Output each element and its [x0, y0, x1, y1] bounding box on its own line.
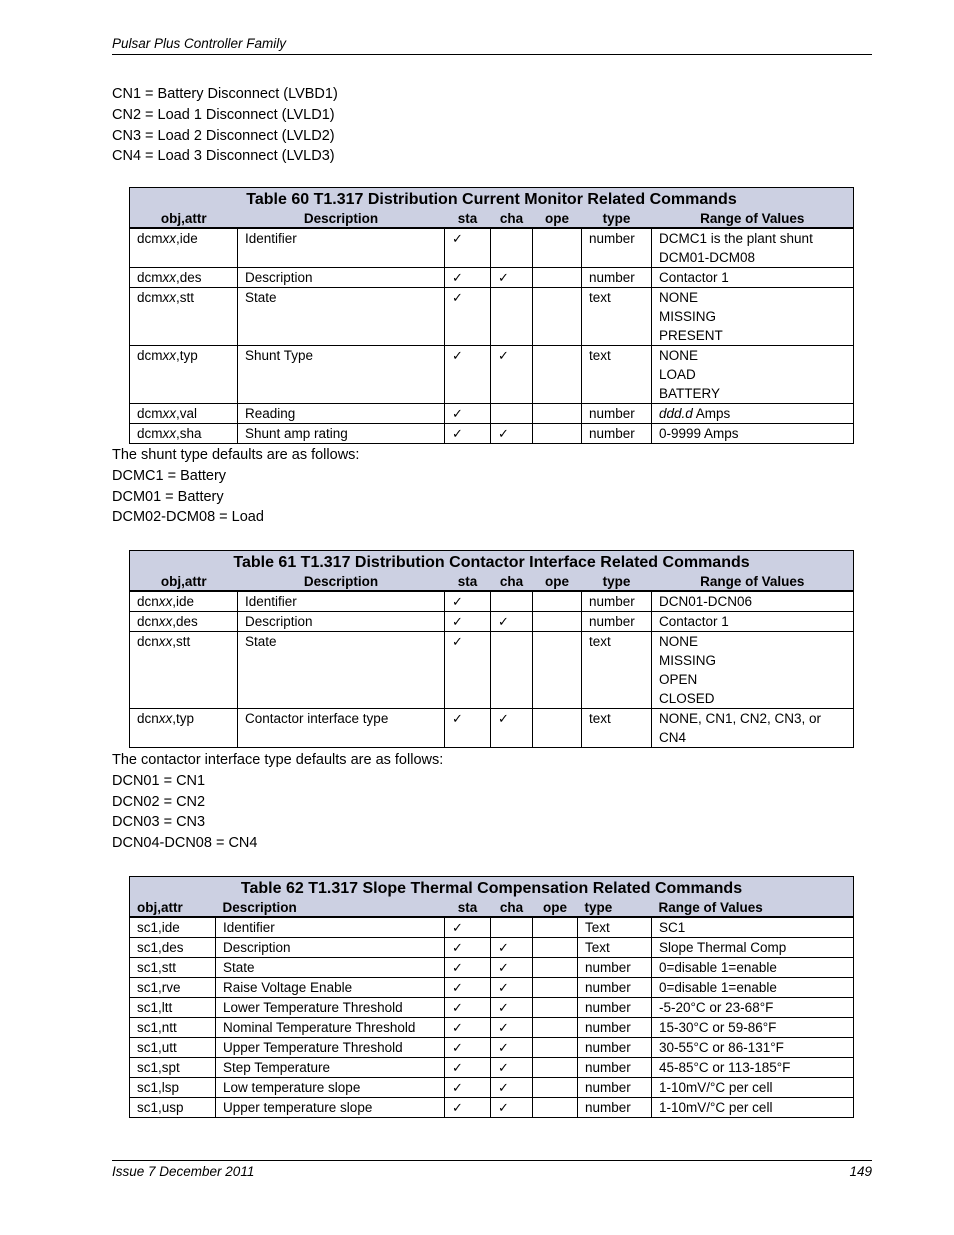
sta-cell: [445, 268, 491, 288]
range-cell: -5-20°C or 23-68°F: [652, 998, 854, 1018]
ope-cell: [533, 958, 578, 978]
sta-cell: [445, 958, 491, 978]
table-61: [129, 550, 854, 748]
check-icon: ✓: [452, 614, 463, 629]
check-icon: ✓: [498, 1080, 509, 1095]
range-line: OPEN: [659, 672, 698, 687]
col-header: Description: [238, 573, 445, 591]
footer-issue: Issue 7 December 2011: [112, 1164, 255, 1179]
range-line: NONE: [659, 290, 699, 305]
sta-cell: [445, 288, 491, 346]
contactor-line: The contactor interface type defaults are as follows:: [112, 752, 444, 768]
type-cell: text: [582, 632, 652, 709]
description-cell: Description: [238, 268, 445, 288]
check-icon: ✓: [498, 270, 509, 285]
table-row: [130, 268, 854, 288]
cha-cell: [491, 938, 533, 958]
cha-cell: [491, 917, 533, 938]
check-icon: ✓: [452, 960, 463, 975]
shunt-line: The shunt type defaults are as follows:: [112, 447, 360, 463]
type-cell: number: [578, 998, 652, 1018]
range-line: PRESENT: [659, 328, 723, 343]
check-icon: ✓: [452, 980, 463, 995]
obj-prefix: dcn: [137, 711, 159, 726]
obj-prefix: dcn: [137, 594, 159, 609]
obj-variable: xx: [158, 634, 173, 649]
cn-line: CN2 = Load 1 Disconnect (LVLD1): [112, 106, 335, 123]
description-cell: Raise Voltage Enable: [216, 978, 445, 998]
obj-suffix: ,des: [172, 614, 198, 629]
cha-cell: [491, 424, 533, 444]
check-icon: ✓: [452, 711, 463, 726]
type-cell: number: [582, 591, 652, 612]
cha-cell: [491, 978, 533, 998]
col-header: Description: [216, 899, 445, 917]
sta-cell: [445, 404, 491, 424]
contactor-line: DCN02 = CN2: [112, 793, 206, 810]
obj-prefix: dcm: [137, 270, 163, 285]
cha-cell: [491, 591, 533, 612]
sta-cell: [445, 424, 491, 444]
obj-suffix: ,ide: [172, 594, 195, 609]
sta-cell: [445, 1038, 491, 1058]
ope-cell: [533, 1018, 578, 1038]
range-cell: [652, 632, 854, 709]
description-cell: Reading: [238, 404, 445, 424]
range-cell: 1-10mV/°C per cell: [652, 1098, 854, 1118]
obj-attr-cell: sc1,usp: [130, 1098, 216, 1118]
page-number: 149: [849, 1164, 872, 1179]
header-title: Pulsar Plus Controller Family: [112, 36, 287, 51]
check-icon: ✓: [452, 940, 463, 955]
range-cell: 0=disable 1=enable: [652, 958, 854, 978]
type-cell: text: [582, 709, 652, 748]
obj-attr-cell: sc1,utt: [130, 1038, 216, 1058]
range-cell: 0=disable 1=enable: [652, 978, 854, 998]
check-icon: ✓: [452, 920, 463, 935]
range-cell: [652, 268, 854, 288]
cha-cell: [491, 958, 533, 978]
description-cell: Contactor interface type: [238, 709, 445, 748]
range-line: Contactor 1: [659, 270, 729, 285]
ope-cell: [533, 632, 582, 709]
cn-line: CN3 = Load 2 Disconnect (LVLD2): [112, 127, 335, 144]
description-cell: Identifier: [238, 228, 445, 268]
obj-attr-cell: sc1,lsp: [130, 1078, 216, 1098]
type-cell: number: [578, 958, 652, 978]
range-cell: 15-30°C or 59-86°F: [652, 1018, 854, 1038]
check-icon: ✓: [498, 1040, 509, 1055]
col-header: ope: [533, 573, 582, 591]
check-icon: ✓: [452, 348, 463, 363]
check-icon: ✓: [498, 940, 509, 955]
check-icon: ✓: [452, 270, 463, 285]
obj-prefix: dcn: [137, 634, 159, 649]
range-cell: 45-85°C or 113-185°F: [652, 1058, 854, 1078]
type-cell: Text: [578, 938, 652, 958]
obj-attr-cell: sc1,stt: [130, 958, 216, 978]
type-cell: number: [582, 612, 652, 632]
shunt-line: DCM02-DCM08 = Load: [112, 509, 264, 526]
col-header: Range of Values: [652, 210, 854, 228]
sta-cell: [445, 1018, 491, 1038]
ope-cell: [533, 1098, 578, 1118]
cha-cell: [491, 1018, 533, 1038]
obj-variable: xx: [162, 348, 177, 363]
cha-cell: [491, 228, 533, 268]
range-cell: [652, 288, 854, 346]
table-row: [130, 228, 854, 268]
range-line: LOAD: [659, 367, 696, 382]
col-header: obj,attr: [130, 573, 238, 591]
sta-cell: [445, 228, 491, 268]
col-header: Description: [238, 210, 445, 228]
col-header: cha: [491, 210, 533, 228]
check-icon: ✓: [452, 231, 463, 246]
contactor-line: DCN01 = CN1: [112, 772, 206, 789]
cha-cell: [491, 1098, 533, 1118]
type-cell: text: [582, 288, 652, 346]
obj-attr-cell: [130, 346, 238, 404]
description-cell: Description: [238, 612, 445, 632]
table-row: [130, 612, 854, 632]
range-line: NONE: [659, 634, 699, 649]
table-caption: Table 62 T1.317 Slope Thermal Compensation Related Commands: [130, 877, 854, 900]
check-icon: ✓: [498, 614, 509, 629]
obj-attr-cell: sc1,rve: [130, 978, 216, 998]
sta-cell: [445, 998, 491, 1018]
col-header: sta: [445, 210, 491, 228]
sta-cell: [445, 978, 491, 998]
check-icon: ✓: [498, 426, 509, 441]
range-line: Contactor 1: [659, 614, 729, 629]
description-cell: Nominal Temperature Threshold: [216, 1018, 445, 1038]
range-line: NONE: [659, 348, 699, 363]
page-header: [112, 36, 872, 55]
sta-cell: [445, 612, 491, 632]
cha-cell: [491, 288, 533, 346]
obj-attr-cell: [130, 288, 238, 346]
obj-suffix: ,typ: [172, 711, 195, 726]
ope-cell: [533, 1058, 578, 1078]
obj-prefix: dcm: [137, 426, 163, 441]
range-line: NONE, CN1, CN2, CN3, or: [659, 711, 822, 726]
shunt-line: DCMC1 = Battery: [112, 467, 227, 484]
obj-prefix: dcm: [137, 406, 163, 421]
sta-cell: [445, 709, 491, 748]
obj-attr-cell: sc1,ide: [130, 917, 216, 938]
obj-suffix: ,stt: [176, 290, 195, 305]
check-icon: ✓: [452, 594, 463, 609]
description-cell: State: [238, 632, 445, 709]
table-row: [130, 938, 854, 958]
obj-attr-cell: [130, 228, 238, 268]
ope-cell: [533, 917, 578, 938]
range-cell: [652, 612, 854, 632]
obj-attr-cell: [130, 404, 238, 424]
table-row: [130, 1058, 854, 1078]
type-cell: number: [578, 1098, 652, 1118]
table-row: [130, 404, 854, 424]
col-header: sta: [445, 899, 491, 917]
ope-cell: [533, 1078, 578, 1098]
obj-attr-cell: [130, 591, 238, 612]
sta-cell: [445, 917, 491, 938]
contactor-line: DCN04-DCN08 = CN4: [112, 835, 258, 852]
ope-cell: [533, 709, 582, 748]
ope-cell: [533, 404, 582, 424]
range-cell: [652, 404, 854, 424]
check-icon: ✓: [498, 980, 509, 995]
ope-cell: [533, 1038, 578, 1058]
contactor-defaults: [112, 750, 443, 854]
col-header: type: [582, 210, 652, 228]
obj-attr-cell: sc1,ntt: [130, 1018, 216, 1038]
col-header: obj,attr: [130, 210, 238, 228]
check-icon: ✓: [498, 1020, 509, 1035]
check-icon: ✓: [498, 1000, 509, 1015]
description-cell: Upper Temperature Threshold: [216, 1038, 445, 1058]
col-header: ope: [533, 899, 578, 917]
check-icon: ✓: [498, 1060, 509, 1075]
range-cell: 30-55°C or 86-131°F: [652, 1038, 854, 1058]
col-header: type: [578, 899, 652, 917]
type-cell: text: [582, 346, 652, 404]
table-caption: Table 60 T1.317 Distribution Current Monitor Related Commands: [130, 188, 854, 211]
description-cell: Identifier: [216, 917, 445, 938]
obj-suffix: ,sha: [176, 426, 202, 441]
obj-suffix: ,typ: [176, 348, 198, 363]
cha-cell: [491, 998, 533, 1018]
col-header: cha: [491, 899, 533, 917]
obj-variable: xx: [158, 711, 173, 726]
shunt-defaults: [112, 445, 359, 528]
table-row: [130, 1098, 854, 1118]
ope-cell: [533, 288, 582, 346]
range-line: MISSING: [659, 309, 717, 324]
cn-line: CN1 = Battery Disconnect (LVBD1): [112, 86, 338, 102]
obj-attr-cell: [130, 612, 238, 632]
cha-cell: [491, 632, 533, 709]
cha-cell: [491, 1078, 533, 1098]
ope-cell: [533, 938, 578, 958]
contactor-line: DCN03 = CN3: [112, 814, 206, 831]
ope-cell: [533, 346, 582, 404]
obj-variable: xx: [162, 406, 177, 421]
ope-cell: [533, 228, 582, 268]
table-60: [129, 187, 854, 444]
col-header: cha: [491, 573, 533, 591]
description-cell: Shunt Type: [238, 346, 445, 404]
description-cell: Low temperature slope: [216, 1078, 445, 1098]
range-cell: [652, 346, 854, 404]
check-icon: ✓: [498, 711, 509, 726]
table-row: [130, 998, 854, 1018]
table-row: [130, 958, 854, 978]
obj-variable: xx: [158, 614, 173, 629]
description-cell: State: [216, 958, 445, 978]
ope-cell: [533, 424, 582, 444]
obj-suffix: ,stt: [172, 634, 191, 649]
ope-cell: [533, 591, 582, 612]
check-icon: ✓: [452, 290, 463, 305]
ope-cell: [533, 998, 578, 1018]
col-header: type: [582, 573, 652, 591]
sta-cell: [445, 346, 491, 404]
range-line: CLOSED: [659, 691, 715, 706]
table-row: [130, 1078, 854, 1098]
cha-cell: [491, 1058, 533, 1078]
col-header: Range of Values: [652, 573, 854, 591]
range-rest: Amps: [692, 406, 731, 421]
type-cell: number: [578, 1018, 652, 1038]
obj-variable: xx: [162, 290, 177, 305]
col-header: Range of Values: [652, 899, 854, 917]
type-cell: number: [578, 1078, 652, 1098]
obj-prefix: dcn: [137, 614, 159, 629]
check-icon: ✓: [452, 406, 463, 421]
sta-cell: [445, 632, 491, 709]
check-icon: ✓: [452, 1060, 463, 1075]
type-cell: number: [578, 1058, 652, 1078]
check-icon: ✓: [498, 960, 509, 975]
check-icon: ✓: [452, 426, 463, 441]
description-cell: Lower Temperature Threshold: [216, 998, 445, 1018]
col-header: obj,attr: [130, 899, 216, 917]
description-cell: Description: [216, 938, 445, 958]
range-line: 0-9999 Amps: [659, 426, 739, 441]
obj-attr-cell: sc1,spt: [130, 1058, 216, 1078]
check-icon: ✓: [452, 1020, 463, 1035]
cha-cell: [491, 268, 533, 288]
range-cell: [652, 228, 854, 268]
table-row: [130, 1038, 854, 1058]
obj-attr-cell: [130, 424, 238, 444]
table-row: [130, 288, 854, 346]
cha-cell: [491, 612, 533, 632]
range-line: CN4: [659, 730, 687, 745]
cha-cell: [491, 346, 533, 404]
sta-cell: [445, 1098, 491, 1118]
check-icon: ✓: [498, 348, 509, 363]
obj-prefix: dcm: [137, 231, 163, 246]
sta-cell: [445, 1058, 491, 1078]
check-icon: ✓: [452, 634, 463, 649]
obj-attr-cell: sc1,des: [130, 938, 216, 958]
col-header: ope: [533, 210, 582, 228]
obj-prefix: dcm: [137, 348, 163, 363]
obj-attr-cell: sc1,ltt: [130, 998, 216, 1018]
obj-attr-cell: [130, 709, 238, 748]
obj-suffix: ,ide: [176, 231, 198, 246]
type-cell: number: [582, 404, 652, 424]
cha-cell: [491, 1038, 533, 1058]
table-row: [130, 1018, 854, 1038]
range-cell: [652, 591, 854, 612]
obj-suffix: ,des: [176, 270, 202, 285]
sta-cell: [445, 591, 491, 612]
ope-cell: [533, 612, 582, 632]
cha-cell: [491, 709, 533, 748]
obj-prefix: dcm: [137, 290, 163, 305]
description-cell: State: [238, 288, 445, 346]
cha-cell: [491, 404, 533, 424]
check-icon: ✓: [498, 1100, 509, 1115]
table-row: [130, 591, 854, 612]
ope-cell: [533, 978, 578, 998]
range-line: BATTERY: [659, 386, 721, 401]
obj-attr-cell: [130, 268, 238, 288]
obj-variable: xx: [162, 231, 177, 246]
type-cell: number: [578, 978, 652, 998]
table-row: [130, 632, 854, 709]
range-italic: ddd.d: [659, 406, 693, 421]
cn-definitions: [112, 84, 338, 167]
check-icon: ✓: [452, 1100, 463, 1115]
sta-cell: [445, 938, 491, 958]
page-footer: [112, 1160, 872, 1179]
type-cell: Text: [578, 917, 652, 938]
check-icon: ✓: [452, 1040, 463, 1055]
description-cell: Shunt amp rating: [238, 424, 445, 444]
description-cell: Step Temperature: [216, 1058, 445, 1078]
obj-variable: xx: [162, 426, 177, 441]
ope-cell: [533, 268, 582, 288]
obj-attr-cell: [130, 632, 238, 709]
description-cell: Identifier: [238, 591, 445, 612]
obj-variable: xx: [162, 270, 177, 285]
type-cell: number: [582, 228, 652, 268]
type-cell: number: [582, 268, 652, 288]
range-cell: [652, 424, 854, 444]
range-cell: Slope Thermal Comp: [652, 938, 854, 958]
range-line: DCMC1 is the plant shunt: [659, 231, 813, 246]
range-cell: [652, 709, 854, 748]
cn-line: CN4 = Load 3 Disconnect (LVLD3): [112, 148, 335, 165]
table-row: [130, 709, 854, 748]
range-cell: SC1: [652, 917, 854, 938]
description-cell: Upper temperature slope: [216, 1098, 445, 1118]
type-cell: number: [578, 1038, 652, 1058]
table-caption: Table 61 T1.317 Distribution Contactor Interface Related Commands: [130, 551, 854, 574]
range-cell: 1-10mV/°C per cell: [652, 1078, 854, 1098]
range-line: MISSING: [659, 653, 717, 668]
sta-cell: [445, 1078, 491, 1098]
col-header: sta: [445, 573, 491, 591]
range-line: DCM01-DCM08: [659, 250, 756, 265]
table-row: [130, 917, 854, 938]
obj-suffix: ,val: [176, 406, 198, 421]
type-cell: number: [582, 424, 652, 444]
table-row: [130, 346, 854, 404]
table-row: [130, 424, 854, 444]
obj-variable: xx: [158, 594, 173, 609]
check-icon: ✓: [452, 1080, 463, 1095]
check-icon: ✓: [452, 1000, 463, 1015]
range-line: DCN01-DCN06: [659, 594, 753, 609]
shunt-line: DCM01 = Battery: [112, 488, 224, 505]
table-row: [130, 978, 854, 998]
table-62: [129, 876, 854, 1118]
